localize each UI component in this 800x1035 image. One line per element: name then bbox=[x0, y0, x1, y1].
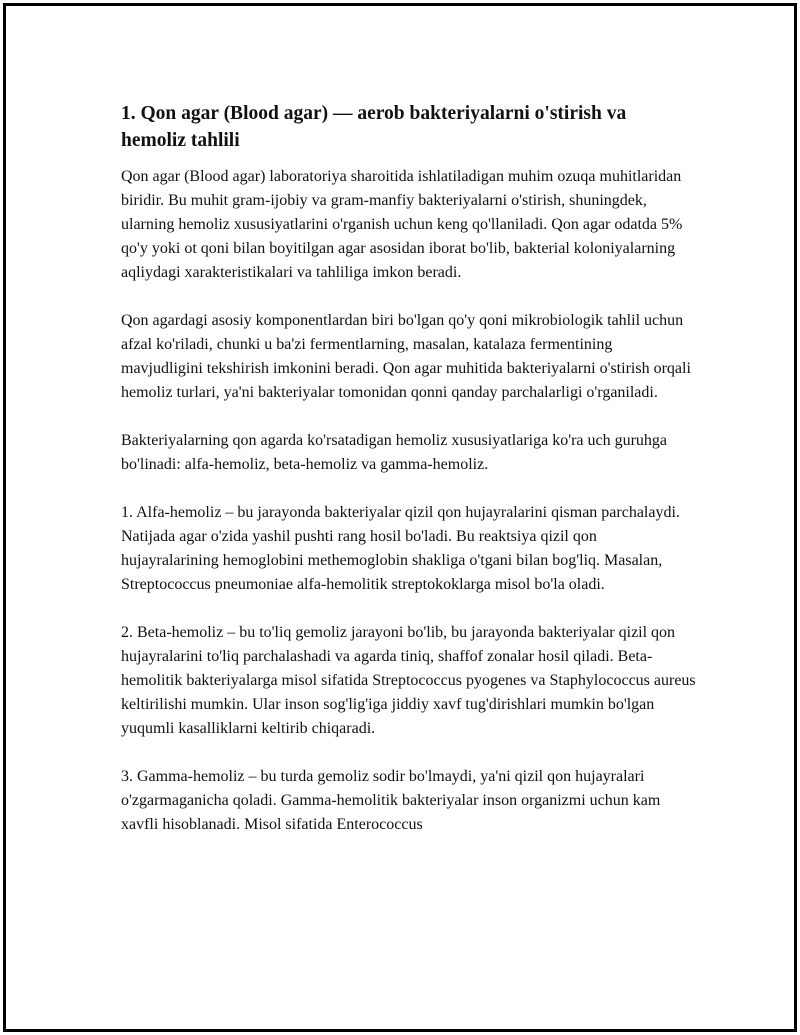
paragraph-sheep-blood: Qon agardagi asosiy komponentlardan biri bo'lgan qo'y qoni mikrobiologik tahlil uchun afzal ko'riladi, chunki u ba'zi fermentlarning, masalan, katalaza fermentining mavjudligini tekshirish imkonini beradi. Qon agar muhitida bakteriyalarni o'stirish orqali hemoliz turlari, ya'ni bakteriyalar tomonidan qonni qanday parchalarligi o'rganiladi. bbox=[121, 312, 691, 401]
paragraph-hemolysis-groups: Bakteriyalarning qon agarda ko'rsatadigan hemoliz xususiyatlariga ko'ra uch guruhga bo'linadi: alfa-hemoliz, beta-hemoliz va gamma-hemoliz. bbox=[121, 432, 668, 473]
document-body bbox=[121, 100, 696, 837]
paragraph-beta-hemolysis: 2. Beta-hemoliz – bu to'liq gemoliz jarayoni bo'lib, bu jarayonda bakteriyalar qizil qon hujayralarini to'liq parchalashadi va agarda tiniq, shaffof zonalar hosil qiladi. Beta-hemolitik bakteriyalarga misol sifatida Streptococcus pyogenes va Staphylococcus aureus keltirilishi mumkin. Ular inson sog'lig'iga jiddiy xavf tug'dirishlari mumkin bo'lgan yuqumli kasalliklarni keltirib chiqaradi. bbox=[121, 624, 696, 737]
paragraph-gamma-hemolysis: 3. Gamma-hemoliz – bu turda gemoliz sodir bo'lmaydi, ya'ni qizil qon hujayralari o'zgarmaganicha qoladi. Gamma-hemolitik bakteriyalar inson organizmi uchun kam xavfli hisoblanadi. Misol sifatida Enterococcus bbox=[121, 768, 661, 833]
paragraph-alpha-hemolysis: 1. Alfa-hemoliz – bu jarayonda bakteriyalar qizil qon hujayralarini qisman parchalaydi. Natijada agar o'zida yashil pushti rang hosil bo'ladi. Bu reaktsiya qizil qon hujayralarining hemoglobini methemoglobin shakliga o'tgani bilan bog'liq. Masalan, Streptococcus pneumoniae alfa-hemolitik streptokoklarga misol bo'la oladi. bbox=[121, 504, 680, 593]
paragraph-intro: Qon agar (Blood agar) laboratoriya sharoitida ishlatiladigan muhim ozuqa muhitlaridan biridir. Bu muhit gram-ijobiy va gram-manfiy bakteriyalarni o'stirish, shuningdek, ularning hemoliz xususiyatlarini o'rganish uchun keng qo'llaniladi. Qon agar odatda 5% qo'y yoki ot qoni bilan boyitilgan agar asosidan iborat bo'lib, bakterial koloniyalarning aqliydagi xarakteristikalari va tahliliga imkon beradi. bbox=[121, 168, 683, 281]
page-frame bbox=[3, 3, 797, 1032]
section-title: 1. Qon agar (Blood agar) — aerob bakteriyalarni o'stirish va hemoliz tahlili bbox=[121, 103, 627, 151]
